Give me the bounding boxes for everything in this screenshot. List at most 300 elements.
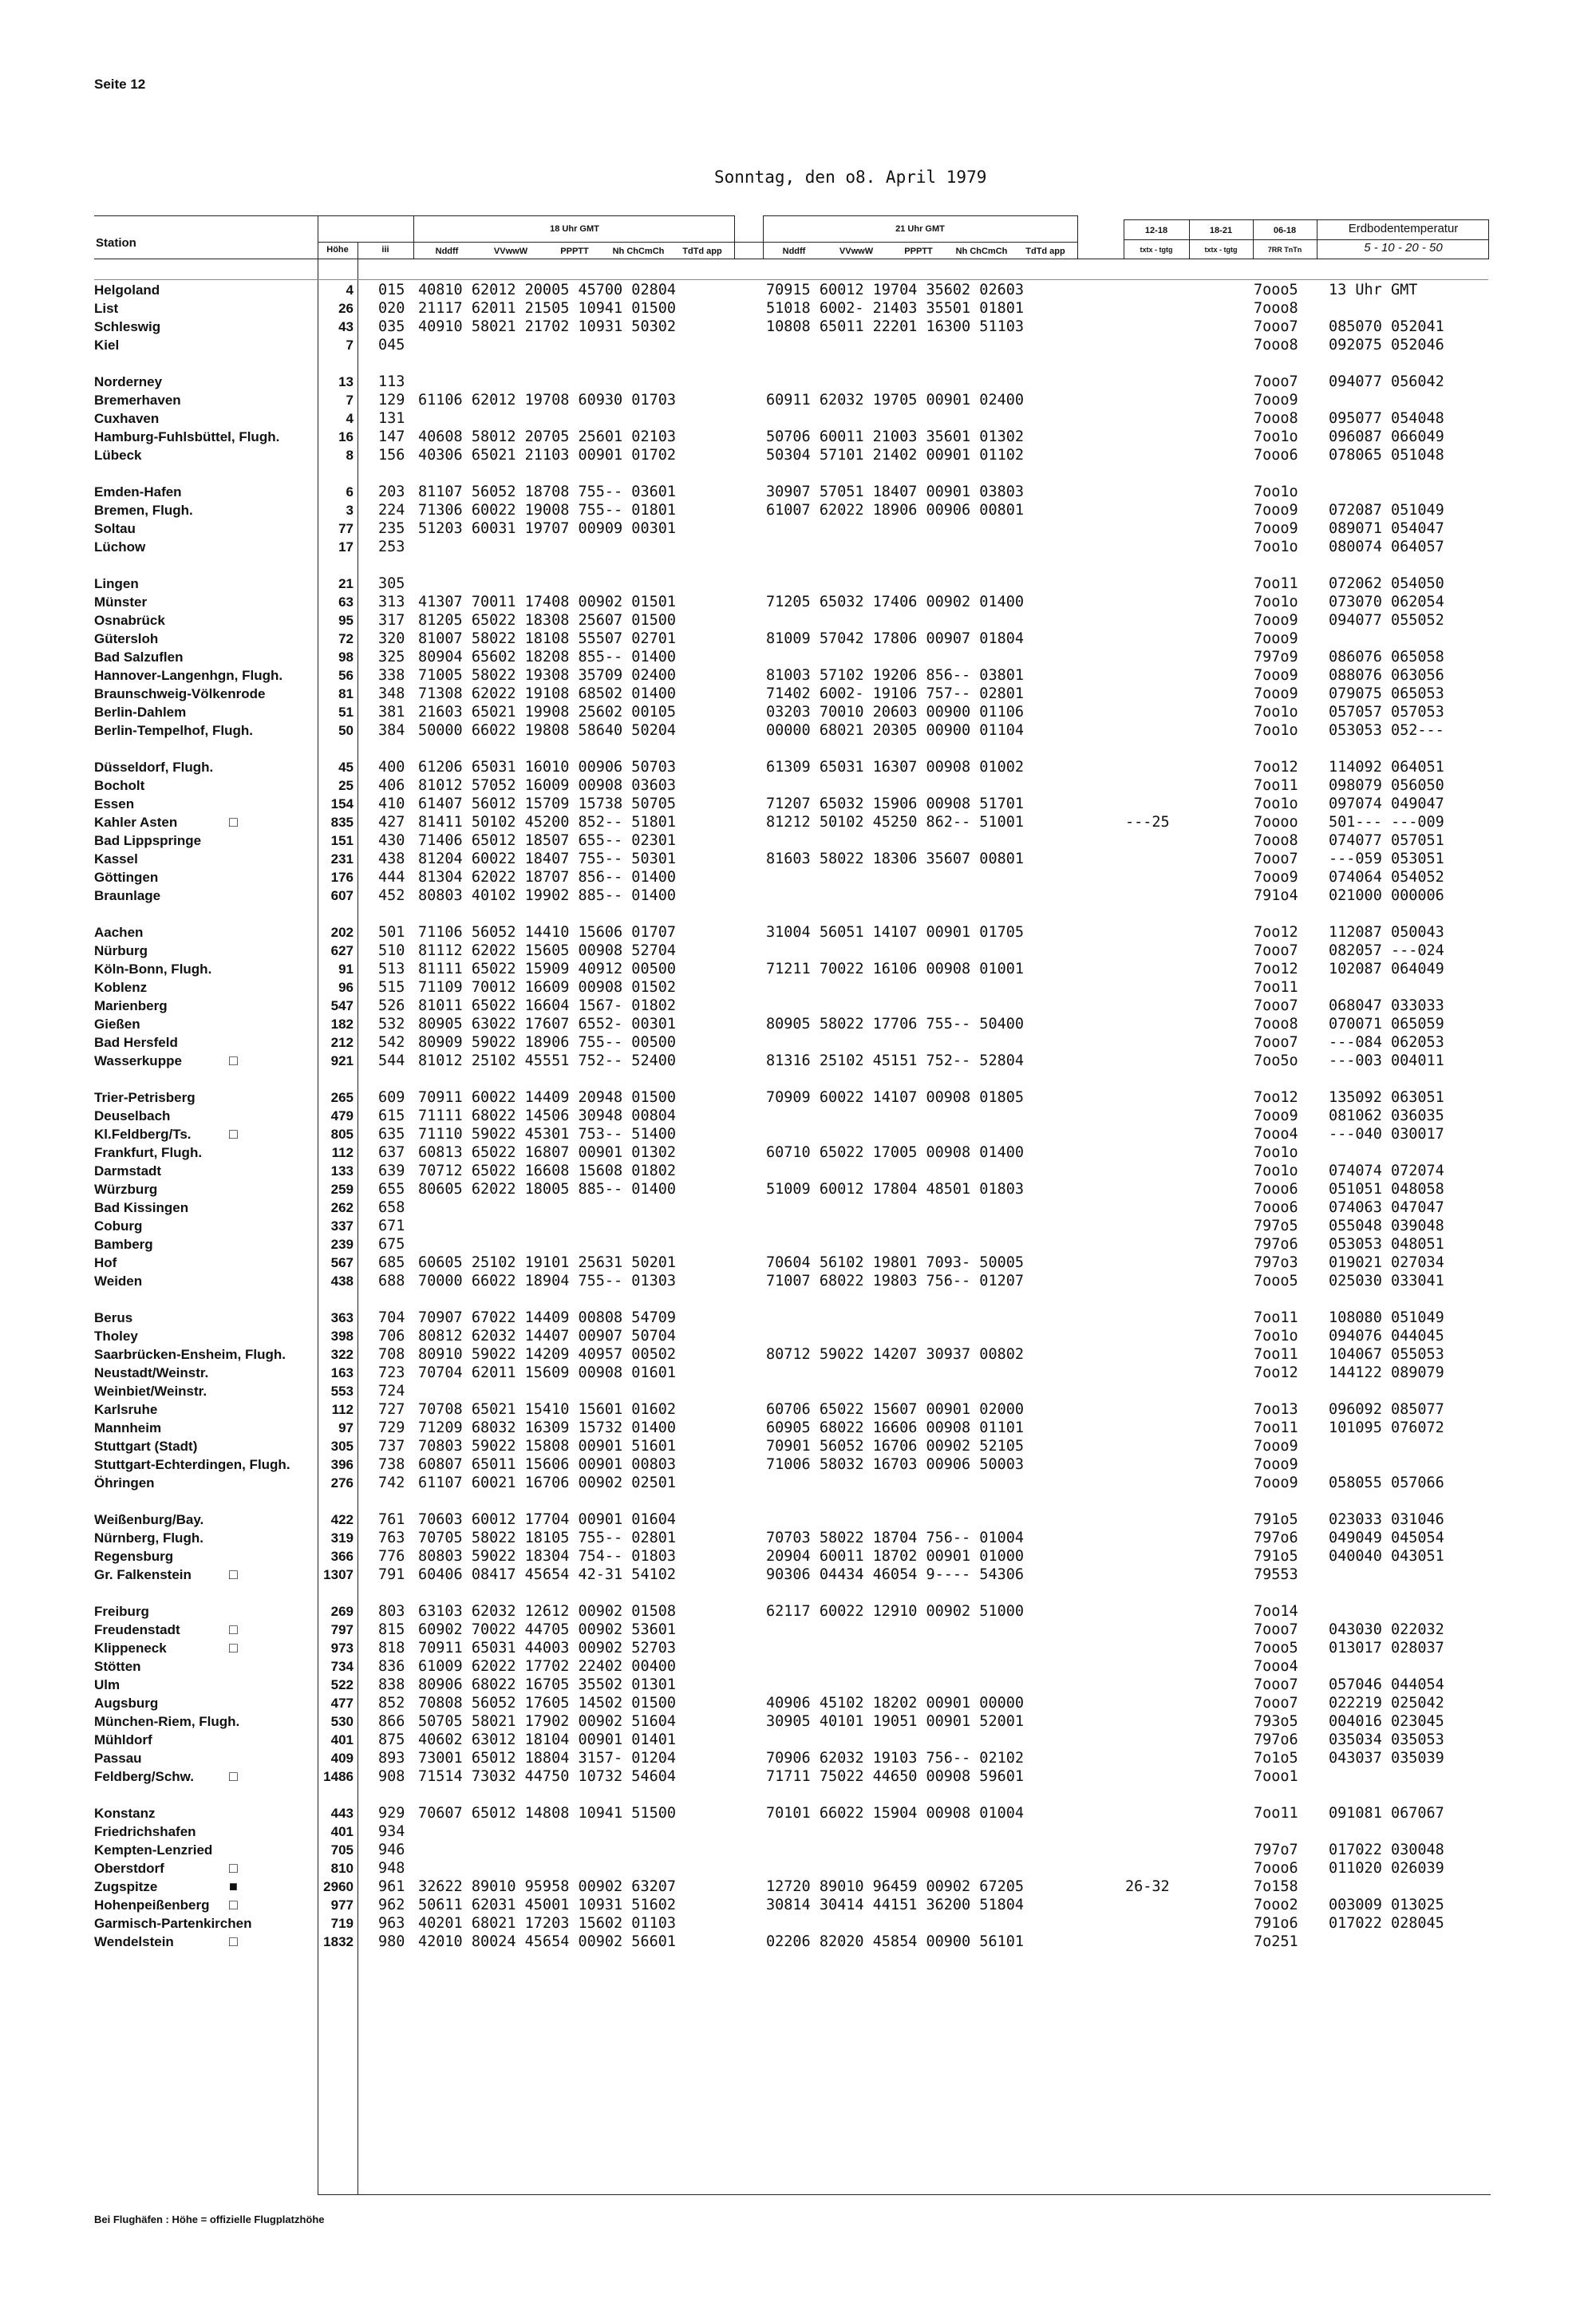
obs-21-gmt: 12720 89010 96459 00902 67205 [766,1878,1025,1895]
obs-21-gmt: 50304 57101 21402 00901 01102 [766,447,1025,464]
earth-temperature: 108080 051049 [1329,1309,1444,1326]
table-row [0,318,1596,336]
extreme-06-18: 7ooo8 [1254,1016,1298,1033]
table-row [0,1143,1596,1162]
station-name: Freudenstadt [94,1622,180,1637]
obs-21-gmt: 71211 70022 16106 00908 01001 [766,961,1025,977]
station-name: Neustadt/Weinstr. [94,1365,209,1380]
obs-18-gmt: 40608 58012 20705 25601 02103 [418,428,677,445]
extreme-06-18: 797o6 [1254,1236,1298,1253]
header-21-nddff: Nddff [782,247,806,256]
station-height: 607 [330,888,354,903]
header-s2: 18-21 [1209,226,1233,235]
station-name: Essen [94,796,135,811]
obs-18-gmt: 71406 65012 18507 655-- 02301 [418,832,677,849]
obs-21-gmt: 61007 62022 18906 00906 00801 [766,502,1025,519]
station-number: 338 [378,667,405,684]
table-row [0,1547,1596,1566]
earth-temperature: 053053 048051 [1329,1236,1444,1253]
station-number: 400 [378,759,405,776]
station-name: Bad Kissingen [94,1200,189,1215]
station-number: 708 [378,1346,405,1363]
extreme-06-18: 7ooo1 [1254,1768,1298,1785]
extreme-06-18: 797o7 [1254,1842,1298,1858]
earth-temperature: 068047 033033 [1329,997,1444,1014]
extreme-06-18: 797o6 [1254,1731,1298,1748]
station-name: Darmstadt [94,1163,162,1179]
obs-21-gmt: 80712 59022 14207 30937 00802 [766,1346,1025,1363]
obs-18-gmt: 71209 68032 16309 15732 01400 [418,1420,677,1436]
table-row [0,1712,1596,1731]
earth-temperature: 019021 027034 [1329,1254,1444,1271]
station-height: 133 [330,1163,354,1179]
obs-21-gmt: 70604 56102 19801 7093- 50005 [766,1254,1025,1271]
obs-18-gmt: 60406 08417 45654 42-31 54102 [418,1566,677,1583]
earth-temperature: 074064 054052 [1329,869,1444,886]
table-row [0,1419,1596,1437]
extreme-06-18: 7ooo7 [1254,997,1298,1014]
earth-temperature: 055048 039048 [1329,1218,1444,1234]
station-number: 738 [378,1456,405,1473]
earth-temperature: 004016 023045 [1329,1713,1444,1730]
table-row [0,1382,1596,1400]
station-number: 729 [378,1420,405,1436]
table-row [0,923,1596,942]
table-row [0,501,1596,519]
station-height: 3 [346,503,354,518]
extreme-06-18: 7oo11 [1254,575,1298,592]
station-name: Gütersloh [94,631,159,646]
station-name: Osnabrück [94,613,165,628]
obs-18-gmt: 42010 80024 45654 00902 56601 [418,1933,677,1950]
table-row [0,483,1596,501]
extreme-06-18: 7ooo7 [1254,373,1298,390]
station-marker: □ [229,1768,238,1784]
station-height: 477 [330,1696,354,1711]
extreme-06-18: 7ooo9 [1254,667,1298,684]
station-height: 835 [330,815,354,830]
station-number: 406 [378,777,405,794]
station-name: Hamburg-Fuhlsbüttel, Flugh. [94,429,280,444]
extreme-06-18: 7oo1o [1254,704,1298,721]
obs-21-gmt: 70915 60012 19704 35602 02603 [766,282,1025,298]
station-number: 929 [378,1805,405,1822]
obs-21-gmt: 71006 58032 16703 00906 50003 [766,1456,1025,1473]
obs-18-gmt: 63103 62032 12612 00902 01508 [418,1603,677,1620]
station-name: Bad Hersfeld [94,1035,178,1050]
station-height: 797 [330,1622,354,1637]
earth-temperature: 023033 031046 [1329,1511,1444,1528]
obs-18-gmt: 71106 56052 14410 15606 01707 [418,924,677,941]
table-row [0,1125,1596,1143]
station-height: 96 [338,980,354,995]
station-height: 973 [330,1641,354,1656]
extreme-06-18: 7ooo9 [1254,1456,1298,1473]
obs-18-gmt: 73001 65012 18804 3157- 01204 [418,1750,677,1767]
station-name: Karlsruhe [94,1402,158,1417]
obs-21-gmt: 62117 60022 12910 00902 51000 [766,1603,1025,1620]
table-row [0,1731,1596,1749]
station-number: 427 [378,814,405,831]
station-number: 688 [378,1273,405,1289]
station-number: 763 [378,1530,405,1546]
station-height: 363 [330,1310,354,1325]
station-name: Kl.Feldberg/Ts. [94,1127,192,1142]
station-name: Berlin-Tempelhof, Flugh. [94,723,253,738]
station-marker: □ [229,1933,238,1949]
obs-18-gmt: 61106 62012 19708 60930 01703 [418,392,677,409]
extreme-06-18: 7ooo5 [1254,1640,1298,1656]
obs-21-gmt: 50706 60011 21003 35601 01302 [766,428,1025,445]
extreme-12-18: ---25 [1125,814,1170,831]
station-name: Ulm [94,1677,120,1692]
station-number: 671 [378,1218,405,1234]
extreme-06-18: 7ooo7 [1254,1034,1298,1051]
table-row [0,1859,1596,1878]
extreme-06-18: 797o9 [1254,649,1298,665]
obs-18-gmt: 50000 66022 19808 58640 50204 [418,722,677,739]
station-name: Stuttgart-Echterdingen, Flugh. [94,1457,290,1472]
obs-18-gmt: 40810 62012 20005 45700 02804 [418,282,677,298]
station-name: Düsseldorf, Flugh. [94,760,214,775]
extreme-06-18: 7ooo8 [1254,337,1298,353]
station-number: 045 [378,337,405,353]
station-number: 020 [378,300,405,317]
station-number: 655 [378,1181,405,1198]
table-row [0,850,1596,868]
station-name: Weißenburg/Bay. [94,1512,204,1527]
extreme-06-18: 7ooo2 [1254,1897,1298,1913]
station-number: 635 [378,1126,405,1143]
obs-21-gmt: 30814 30414 44151 36200 51804 [766,1897,1025,1913]
table-row [0,281,1596,299]
obs-18-gmt: 81107 56052 18708 755-- 03601 [418,484,677,500]
extreme-06-18: 791o4 [1254,887,1298,904]
extreme-06-18: 7oo1o [1254,594,1298,610]
table-row [0,1345,1596,1364]
station-height: 319 [330,1530,354,1546]
earth-temperature: 035034 035053 [1329,1731,1444,1748]
obs-21-gmt: 70906 62032 19103 756-- 02102 [766,1750,1025,1767]
earth-temperature: 074077 057051 [1329,832,1444,849]
extreme-06-18: 7ooo9 [1254,1438,1298,1455]
table-row [0,391,1596,409]
earth-temperature: 088076 063056 [1329,667,1444,684]
table-row [0,1602,1596,1621]
station-name: Aachen [94,925,144,940]
obs-18-gmt: 70708 65021 15410 15601 01602 [418,1401,677,1418]
station-height: 163 [330,1365,354,1380]
station-number: 532 [378,1016,405,1033]
station-number: 381 [378,704,405,721]
station-height: 43 [338,319,354,334]
obs-18-gmt: 81304 62022 18707 856-- 01400 [418,869,677,886]
obs-18-gmt: 40910 58021 21702 10931 50302 [418,318,677,335]
extreme-06-18: 79553 [1254,1566,1298,1583]
earth-temperature: 101095 076072 [1329,1420,1444,1436]
table-row [0,1657,1596,1676]
station-name: Friedrichshafen [94,1824,196,1839]
earth-temperature: 135092 063051 [1329,1089,1444,1106]
extreme-06-18: 7ooo4 [1254,1658,1298,1675]
table-row [0,1804,1596,1822]
table-row [0,1914,1596,1933]
station-number: 948 [378,1860,405,1877]
station-name: Kahler Asten [94,815,178,830]
earth-temperature: 079075 065053 [1329,685,1444,702]
earth-temperature: 074063 047047 [1329,1199,1444,1216]
station-height: 21 [338,576,354,591]
table-row [0,1767,1596,1786]
obs-21-gmt: 60905 68022 16606 00908 01101 [766,1420,1025,1436]
extreme-06-18: 7oo13 [1254,1401,1298,1418]
station-number: 818 [378,1640,405,1656]
obs-18-gmt: 71306 60022 19008 755-- 01801 [418,502,677,519]
earth-temperature: 072062 054050 [1329,575,1444,592]
station-name: Frankfurt, Flugh. [94,1145,203,1160]
extreme-06-18: 7oo1o [1254,1144,1298,1161]
table-row [0,575,1596,593]
station-height: 401 [330,1824,354,1839]
table-row [0,1107,1596,1125]
station-height: 4 [346,411,354,426]
station-number: 706 [378,1328,405,1345]
extreme-06-18: 7oo1o [1254,484,1298,500]
earth-temperature: 072087 051049 [1329,502,1444,519]
extreme-06-18: 7o251 [1254,1933,1298,1950]
table-row [0,373,1596,391]
station-number: 438 [378,851,405,867]
obs-21-gmt: 71007 68022 19803 756-- 01207 [766,1273,1025,1289]
station-height: 627 [330,943,354,958]
obs-18-gmt: 80812 62032 14407 00907 50704 [418,1328,677,1345]
table-row [0,1327,1596,1345]
extreme-06-18: 7oo11 [1254,1420,1298,1436]
station-name: Emden-Hafen [94,484,182,500]
table-row [0,1529,1596,1547]
station-height: 26 [338,301,354,316]
extreme-06-18: 797o6 [1254,1530,1298,1546]
station-height: 91 [338,961,354,977]
extreme-06-18: 7ooo6 [1254,1181,1298,1198]
station-number: 515 [378,979,405,996]
obs-21-gmt: 70703 58022 18704 756-- 01004 [766,1530,1025,1546]
station-number: 501 [378,924,405,941]
station-height: 7 [346,393,354,408]
obs-18-gmt: 40306 65021 21103 00901 01702 [418,447,677,464]
station-height: 51 [338,705,354,720]
station-number: 980 [378,1933,405,1950]
station-number: 430 [378,832,405,849]
obs-21-gmt: 81009 57042 17806 00907 01804 [766,630,1025,647]
table-row [0,1510,1596,1529]
earth-temperature: 104067 055053 [1329,1346,1444,1363]
obs-18-gmt: 71308 62022 19108 68502 01400 [418,685,677,702]
header-21-clouds: Nh ChCmCh [955,247,1008,256]
station-marker: □ [229,1640,238,1656]
extreme-06-18: 793o5 [1254,1713,1298,1730]
station-number: 724 [378,1383,405,1400]
table-row [0,1749,1596,1767]
extreme-06-18: 7ooo9 [1254,520,1298,537]
station-number: 838 [378,1676,405,1693]
earth-temperature: 025030 033041 [1329,1273,1444,1289]
station-number: 203 [378,484,405,500]
extreme-06-18: 7oo11 [1254,777,1298,794]
extreme-06-18: 7ooo9 [1254,630,1298,647]
header-s3-sub: 7RR TnTn [1267,246,1302,254]
table-row [0,1033,1596,1052]
station-name: Konstanz [94,1806,156,1821]
table-row [0,997,1596,1015]
extreme-06-18: 7ooo8 [1254,410,1298,427]
station-number: 893 [378,1750,405,1767]
earth-temperature: 073070 062054 [1329,594,1444,610]
earth-temperature: ---003 004011 [1329,1052,1444,1069]
table-row [0,813,1596,831]
earth-temperature: 112087 050043 [1329,924,1444,941]
header-station: Station [96,236,136,250]
obs-18-gmt: 80906 68022 16705 35502 01301 [418,1676,677,1693]
header-s1-sub: txtx - tgtg [1140,246,1173,254]
station-number: 963 [378,1915,405,1932]
obs-21-gmt: 30905 40101 19051 00901 52001 [766,1713,1025,1730]
extreme-06-18: 7ooo6 [1254,1199,1298,1216]
earth-temperature: 017022 030048 [1329,1842,1444,1858]
station-height: 443 [330,1806,354,1821]
station-height: 72 [338,631,354,646]
extreme-06-18: 7oo5o [1254,1052,1298,1069]
extreme-06-18: 7ooo8 [1254,832,1298,849]
obs-18-gmt: 80905 63022 17607 6552- 00301 [418,1016,677,1033]
station-number: 737 [378,1438,405,1455]
table-row [0,1694,1596,1712]
station-number: 444 [378,869,405,886]
table-row [0,611,1596,630]
station-name: Saarbrücken-Ensheim, Flugh. [94,1347,286,1362]
station-height: 719 [330,1916,354,1931]
station-number: 639 [378,1163,405,1179]
station-number: 147 [378,428,405,445]
station-height: 522 [330,1677,354,1692]
station-number: 742 [378,1475,405,1491]
station-name: Garmisch-Partenkirchen [94,1916,252,1931]
station-name: Weinbiet/Weinstr. [94,1384,207,1399]
obs-21-gmt: 30907 57051 18407 00901 03803 [766,484,1025,500]
extreme-06-18: 7ooo7 [1254,318,1298,335]
station-name: Koblenz [94,980,148,995]
table-row [0,1676,1596,1694]
table-row [0,1400,1596,1419]
header-s3: 06-18 [1273,226,1297,235]
station-number: 542 [378,1034,405,1051]
obs-18-gmt: 21603 65021 19908 25602 00105 [418,704,677,721]
obs-21-gmt: 81316 25102 45151 752-- 52804 [766,1052,1025,1069]
obs-18-gmt: 50705 58021 17902 00902 51604 [418,1713,677,1730]
station-name: Nürnberg, Flugh. [94,1530,203,1546]
extreme-06-18: 7ooo6 [1254,1860,1298,1877]
table-row [0,721,1596,740]
extreme-06-18: 7ooo5 [1254,1273,1298,1289]
extreme-06-18: 7ooo9 [1254,612,1298,629]
table-row [0,1254,1596,1272]
station-height: 305 [330,1439,354,1454]
extreme-06-18: 791o5 [1254,1548,1298,1565]
station-name: Augsburg [94,1696,159,1711]
station-name: Bremerhaven [94,393,181,408]
station-number: 776 [378,1548,405,1565]
earth-temperature: 095077 054048 [1329,410,1444,427]
extreme-06-18: 7oo12 [1254,1364,1298,1381]
table-row [0,1639,1596,1657]
earth-temperature: ---084 062053 [1329,1034,1444,1051]
earth-temperature: 022219 025042 [1329,1695,1444,1712]
station-height: 112 [331,1145,354,1160]
page-number: Seite 12 [94,77,146,92]
station-height: 401 [330,1732,354,1747]
obs-21-gmt: 31004 56051 14107 00901 01705 [766,924,1025,941]
station-name: Stuttgart (Stadt) [94,1439,198,1454]
station-number: 156 [378,447,405,464]
table-row [0,978,1596,997]
station-number: 410 [378,796,405,812]
extreme-06-18: 7ooo4 [1254,1126,1298,1143]
extreme-06-18: 7oo11 [1254,1346,1298,1363]
station-number: 962 [378,1897,405,1913]
obs-21-gmt: 81212 50102 45250 862-- 51001 [766,814,1025,831]
table-row [0,1878,1596,1896]
table-row [0,1822,1596,1841]
earth-temperature: 058055 057066 [1329,1475,1444,1491]
station-height: 322 [330,1347,354,1362]
obs-18-gmt: 40201 68021 17203 15602 01103 [418,1915,677,1932]
station-name: Regensburg [94,1549,174,1564]
obs-21-gmt: 71711 75022 44650 00908 59601 [766,1768,1025,1785]
station-number: 934 [378,1823,405,1840]
table-row [0,960,1596,978]
obs-18-gmt: 80605 62022 18005 885-- 01400 [418,1181,677,1198]
station-name: Lüchow [94,539,146,555]
header-s2-sub: txtx - tgtg [1204,246,1238,254]
obs-18-gmt: 81205 65022 18308 25607 01500 [418,612,677,629]
extreme-06-18: 7o158 [1254,1878,1298,1895]
header-21-gmt: 21 Uhr GMT [895,224,945,234]
station-name: Feldberg/Schw. [94,1769,195,1784]
obs-21-gmt: 70101 66022 15904 00908 01004 [766,1805,1025,1822]
table-row [0,538,1596,556]
station-name: Marienberg [94,998,168,1013]
obs-18-gmt: 70911 65031 44003 00902 52703 [418,1640,677,1656]
extreme-06-18: 7oo12 [1254,961,1298,977]
station-number: 253 [378,539,405,555]
extreme-06-18: 7oo1o [1254,1163,1298,1179]
station-name: Zugspitze [94,1879,158,1894]
extreme-06-18: 7ooo7 [1254,1676,1298,1693]
obs-21-gmt: 70901 56052 16706 00902 52105 [766,1438,1025,1455]
station-number: 305 [378,575,405,592]
extreme-06-18: 7oo1o [1254,796,1298,812]
obs-18-gmt: 70607 65012 14808 10941 51500 [418,1805,677,1822]
table-row [0,1841,1596,1859]
station-name: Gießen [94,1017,140,1032]
station-number: 658 [378,1199,405,1216]
obs-18-gmt: 70603 60012 17704 00901 01604 [418,1511,677,1528]
header-18-clouds: Nh ChCmCh [612,247,665,256]
station-name: Mühldorf [94,1732,152,1747]
earth-temperature: 017022 028045 [1329,1915,1444,1932]
table-row [0,758,1596,776]
station-height: 479 [330,1108,354,1123]
